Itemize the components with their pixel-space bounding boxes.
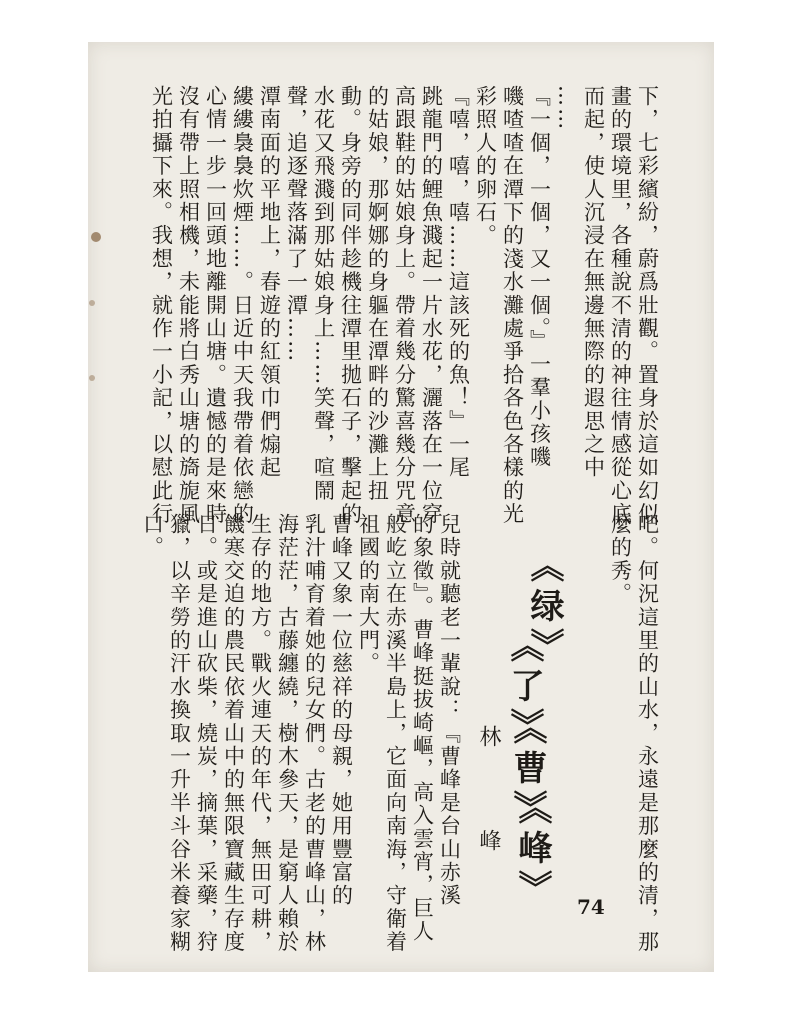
text-column: 動。身旁的同伴趁機往潭里拋石子，擊起的 (338, 85, 363, 526)
text-column: 而起，使人沉浸在無邊無際的遐思之中 (581, 85, 606, 480)
text-column: 畫的環境里，各種說不清的神往情感從心底 (608, 85, 633, 526)
text-column: 跳龍門的鯉魚濺起一片水花，灑落在一位穿 (419, 85, 444, 526)
text-column: …… (554, 85, 579, 132)
text-column: 的姑娘，那婀娜的身軀在潭畔的沙灘上扭 (365, 85, 390, 503)
text-column: 兒時就聽老一輩說：『曹峰是台山赤溪 (437, 513, 462, 908)
text-column: 海茫茫，古藤纏繞，樹木參天，是窮人賴於 (275, 513, 300, 954)
text-column: 縷縷裊裊炊煙……。日近中天我帶着依戀的 (230, 85, 255, 526)
text-column: 『一個，一個，又一個。』一羣小孩嘰 (527, 85, 552, 469)
binding-hole (89, 300, 95, 306)
text-column: 麼的秀。 (608, 513, 633, 606)
title-char: 《峰》 (512, 790, 552, 910)
author-name: 林 峰 (476, 725, 501, 881)
text-column: 吧。何況這里的山水，永遠是那麼的清，那 (635, 513, 660, 954)
text-column: 彩照人的卵石。 (473, 85, 498, 248)
title-char: 《绿》 (524, 548, 564, 668)
binding-hole (89, 375, 95, 381)
text-column: 聲，追逐聲落滿了一潭…… (284, 85, 309, 364)
text-column: 沒有帶上照相機，未能將白秀山塘的旖旎風 (176, 85, 201, 526)
text-column: 般屹立在赤溪半島上，它面向南海，守衛着 (383, 513, 408, 954)
text-column: 光拍攝下來。我想，就作一小記，以慰此行 (149, 85, 174, 526)
text-column: 水花又飛濺到那姑娘身上……笑聲，喧鬧 (311, 85, 336, 503)
text-column: 日。或是進山砍柴，燒炭，摘葉，采藥，狩 (194, 513, 219, 954)
text-column: 生存的地方。戰火連天的年代，無田可耕， (248, 513, 273, 954)
text-column: 口。 (140, 513, 165, 560)
text-column: 高跟鞋的姑娘身上。帶着幾分驚喜幾分咒意 (392, 85, 417, 526)
text-column: 下，七彩繽紛，蔚爲壯觀。置身於這如幻似 (635, 85, 660, 526)
title-char: 《了》 (504, 628, 544, 748)
text-column: 嘰喳喳在潭下的淺水灘處爭拾各色各樣的光 (500, 85, 525, 526)
page-number: 74 (577, 895, 605, 919)
title-char: 《曹》 (507, 710, 547, 830)
text-column: 曹峰又象一位慈祥的母親，她用豐富的 (329, 513, 354, 908)
binding-hole (91, 232, 101, 242)
text-column: 心情一步一回頭地離開山塘。遺憾的是來時 (203, 85, 228, 526)
text-column: 饑寒交迫的農民依着山中的無限寶藏生存度 (221, 513, 246, 954)
text-column: 乳汁哺育着她的兒女們。古老的曹峰山，林 (302, 513, 327, 954)
text-column: 潭南面的平地上，春遊的紅領巾們煽起 (257, 85, 282, 480)
text-column: 祖國的南大門。 (356, 513, 381, 676)
text-column: 『嘻，嘻，嘻……這該死的魚！』一尾 (446, 85, 471, 480)
text-column: 獵，以辛勞的汗水換取一升半斗谷米養家糊 (167, 513, 192, 954)
text-column: 的象徵』。曹峰挺拔崎嶇，高入雲宵，巨人 (410, 513, 435, 944)
